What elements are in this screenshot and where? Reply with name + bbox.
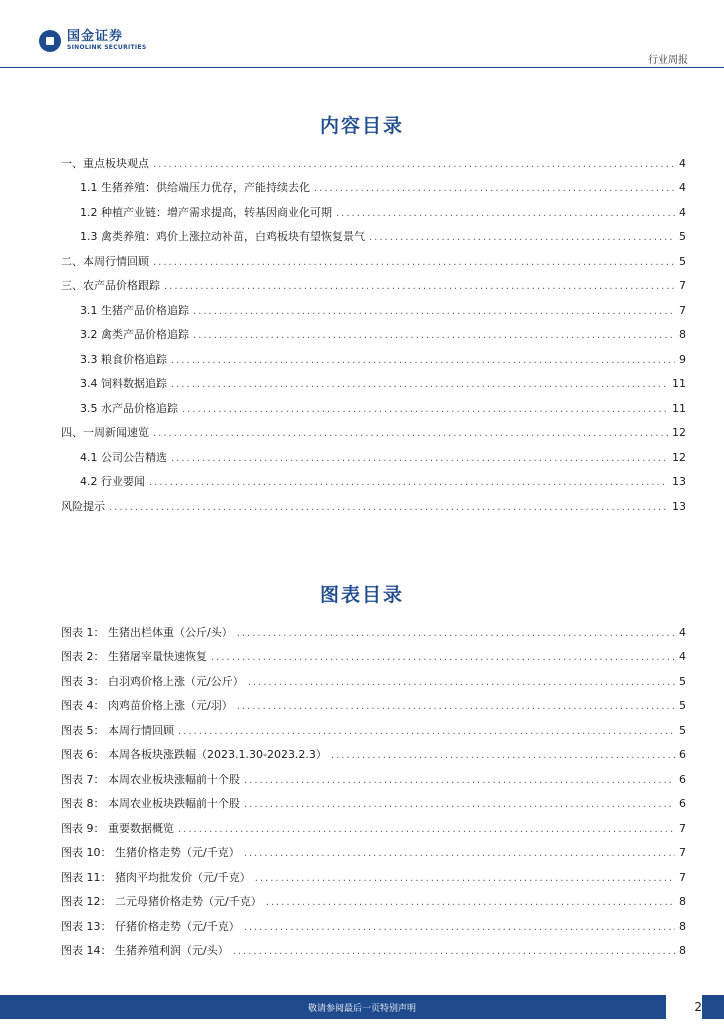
figure-entry[interactable] xyxy=(61,723,686,739)
company-logo xyxy=(39,28,146,54)
toc-entry-label: 3.2 禽类产品价格追踪 xyxy=(80,328,189,341)
figure-entry[interactable] xyxy=(61,772,686,788)
header-divider xyxy=(0,67,724,68)
page-header xyxy=(0,0,724,70)
dot-leader xyxy=(153,157,675,173)
figure-entry-label: 图表 5： 本周行情回顾 xyxy=(61,724,174,737)
dot-leader xyxy=(244,773,675,789)
toc-entry-page: 5 xyxy=(679,255,686,268)
toc-entry-page: 12 xyxy=(672,451,686,464)
dot-leader xyxy=(193,328,675,344)
dot-leader xyxy=(244,920,675,936)
toc-entry[interactable] xyxy=(80,352,686,368)
figure-entry[interactable] xyxy=(61,649,686,665)
figure-entry-page: 4 xyxy=(679,650,686,663)
toc-entry-page: 11 xyxy=(672,377,686,390)
figure-entry[interactable] xyxy=(61,919,686,935)
figure-entry-label: 图表 10： 生猪价格走势（元/千克） xyxy=(61,846,240,859)
report-type-label: 行业周报 xyxy=(648,55,688,66)
figure-entry-label: 图表 1： 生猪出栏体重（公斤/头） xyxy=(61,626,233,639)
figure-entry-page: 5 xyxy=(679,724,686,737)
toc-entry-page: 13 xyxy=(672,500,686,513)
dot-leader xyxy=(248,675,675,691)
toc-entry[interactable] xyxy=(80,303,686,319)
toc-entry-page: 9 xyxy=(679,353,686,366)
toc-entry-label: 3.4 饲料数据追踪 xyxy=(80,377,167,390)
logo-chinese-name: 国金证券 xyxy=(67,29,124,44)
toc-entry[interactable] xyxy=(80,376,686,392)
toc-entry-label: 四、一周新闻速览 xyxy=(61,426,149,439)
dot-leader xyxy=(331,748,675,764)
figure-entry-label: 图表 9： 重要数据概览 xyxy=(61,822,174,835)
dot-leader xyxy=(153,426,668,442)
figure-entry-label: 图表 3： 白羽鸡价格上涨（元/公斤） xyxy=(61,675,244,688)
figure-entry[interactable] xyxy=(61,894,686,910)
toc-entry-page: 12 xyxy=(672,426,686,439)
figure-entry-label: 图表 4： 肉鸡苗价格上涨（元/羽） xyxy=(61,699,233,712)
toc-entry-label: 3.3 粮食价格追踪 xyxy=(80,353,167,366)
dot-leader xyxy=(178,822,675,838)
toc-entry[interactable] xyxy=(80,180,686,196)
dot-leader xyxy=(244,797,675,813)
figure-entry-label: 图表 13： 仔猪价格走势（元/千克） xyxy=(61,920,240,933)
figure-entry-label: 图表 7： 本周农业板块涨幅前十个股 xyxy=(61,773,240,786)
dot-leader xyxy=(178,724,675,740)
toc-entry[interactable] xyxy=(80,229,686,245)
figure-entry-page: 5 xyxy=(679,675,686,688)
dot-leader xyxy=(237,626,675,642)
toc-entry[interactable] xyxy=(80,450,686,466)
logo-english-name: SINOLINK SECURITIES xyxy=(67,44,147,51)
toc-entry-page: 4 xyxy=(679,206,686,219)
toc-entry[interactable] xyxy=(61,156,686,172)
dot-leader xyxy=(164,279,675,295)
dot-leader xyxy=(314,181,675,197)
figure-entry[interactable] xyxy=(61,698,686,714)
toc-entry-label: 1.1 生猪养殖：供给端压力优存，产能持续去化 xyxy=(80,181,310,194)
dot-leader xyxy=(109,500,668,516)
toc-entry-page: 4 xyxy=(679,181,686,194)
figure-entry-page: 8 xyxy=(679,895,686,908)
figure-entry[interactable] xyxy=(61,943,686,959)
toc-entry-label: 4.1 公司公告精选 xyxy=(80,451,167,464)
toc-entry-page: 7 xyxy=(679,279,686,292)
toc-entry-page: 4 xyxy=(679,157,686,170)
figure-entry[interactable] xyxy=(61,821,686,837)
figure-entry-page: 8 xyxy=(679,944,686,957)
figure-entry[interactable] xyxy=(61,674,686,690)
figure-entry-label: 图表 8： 本周农业板块跌幅前十个股 xyxy=(61,797,240,810)
figure-entry[interactable] xyxy=(61,747,686,763)
figure-entry-page: 6 xyxy=(679,748,686,761)
dot-leader xyxy=(193,304,675,320)
figure-entry-label: 图表 11： 猪肉平均批发价（元/千克） xyxy=(61,871,251,884)
toc-entry-page: 8 xyxy=(679,328,686,341)
toc-entry-label: 二、本周行情回顾 xyxy=(61,255,149,268)
dot-leader xyxy=(233,944,675,960)
toc-entry[interactable] xyxy=(61,499,686,515)
dot-leader xyxy=(237,699,675,715)
figure-entry-page: 7 xyxy=(679,846,686,859)
logo-icon xyxy=(39,30,61,52)
figures-title: 图表目录 xyxy=(319,584,404,606)
figure-entry-page: 7 xyxy=(679,822,686,835)
toc-entry-page: 5 xyxy=(679,230,686,243)
dot-leader xyxy=(171,353,675,369)
toc-entry[interactable] xyxy=(61,425,686,441)
footer-disclaimer: 敬请参阅最后一页特别声明 xyxy=(307,1004,416,1014)
dot-leader xyxy=(255,871,675,887)
figure-entry-label: 图表 6： 本周各板块涨跌幅（2023.1.30-2023.2.3） xyxy=(61,748,327,761)
dot-leader xyxy=(171,451,668,467)
toc-entry[interactable] xyxy=(80,327,686,343)
dot-leader xyxy=(211,650,675,666)
figure-entry-page: 6 xyxy=(679,797,686,810)
dot-leader xyxy=(336,206,675,222)
toc-entry-page: 13 xyxy=(672,475,686,488)
toc-entry[interactable] xyxy=(61,254,686,270)
dot-leader xyxy=(171,377,668,393)
toc-entry-label: 1.3 禽类养殖：鸡价上涨拉动补苗，白鸡板块有望恢复景气 xyxy=(80,230,365,243)
figure-entry-page: 6 xyxy=(679,773,686,786)
figure-entry[interactable] xyxy=(61,870,686,886)
toc-entry-page: 11 xyxy=(672,402,686,415)
dot-leader xyxy=(149,475,668,491)
dot-leader xyxy=(369,230,675,246)
toc-entry-page: 7 xyxy=(679,304,686,317)
toc-entry-label: 3.1 生猪产品价格追踪 xyxy=(80,304,189,317)
figure-entry[interactable] xyxy=(61,796,686,812)
toc-entry-label: 风险提示 xyxy=(61,500,105,513)
toc-entry[interactable] xyxy=(80,205,686,221)
toc-entry[interactable] xyxy=(61,278,686,294)
dot-leader xyxy=(266,895,675,911)
toc-entry-label: 4.2 行业要闻 xyxy=(80,475,145,488)
toc-entry[interactable] xyxy=(80,474,686,490)
figure-entry-label: 图表 2： 生猪屠宰量快速恢复 xyxy=(61,650,207,663)
toc-entry-label: 三、农产品价格跟踪 xyxy=(61,279,160,292)
figure-entry-page: 4 xyxy=(679,626,686,639)
figure-entry[interactable] xyxy=(61,845,686,861)
toc-entry-label: 3.5 水产品价格追踪 xyxy=(80,402,178,415)
toc-entry[interactable] xyxy=(80,401,686,417)
figure-entry-label: 图表 14： 生猪养殖利润（元/头） xyxy=(61,944,229,957)
figure-entry[interactable] xyxy=(61,625,686,641)
figure-entry-page: 7 xyxy=(679,871,686,884)
page-number: 2 xyxy=(666,995,702,1019)
contents-title: 内容目录 xyxy=(319,115,404,137)
toc-entry-label: 1.2 种植产业链：增产需求提高，转基因商业化可期 xyxy=(80,206,332,219)
toc-entry-label: 一、重点板块观点 xyxy=(61,157,149,170)
dot-leader xyxy=(182,402,668,418)
dot-leader xyxy=(153,255,675,271)
figure-entry-page: 8 xyxy=(679,920,686,933)
figure-entry-page: 5 xyxy=(679,699,686,712)
figure-entry-label: 图表 12： 二元母猪价格走势（元/千克） xyxy=(61,895,262,908)
dot-leader xyxy=(244,846,675,862)
